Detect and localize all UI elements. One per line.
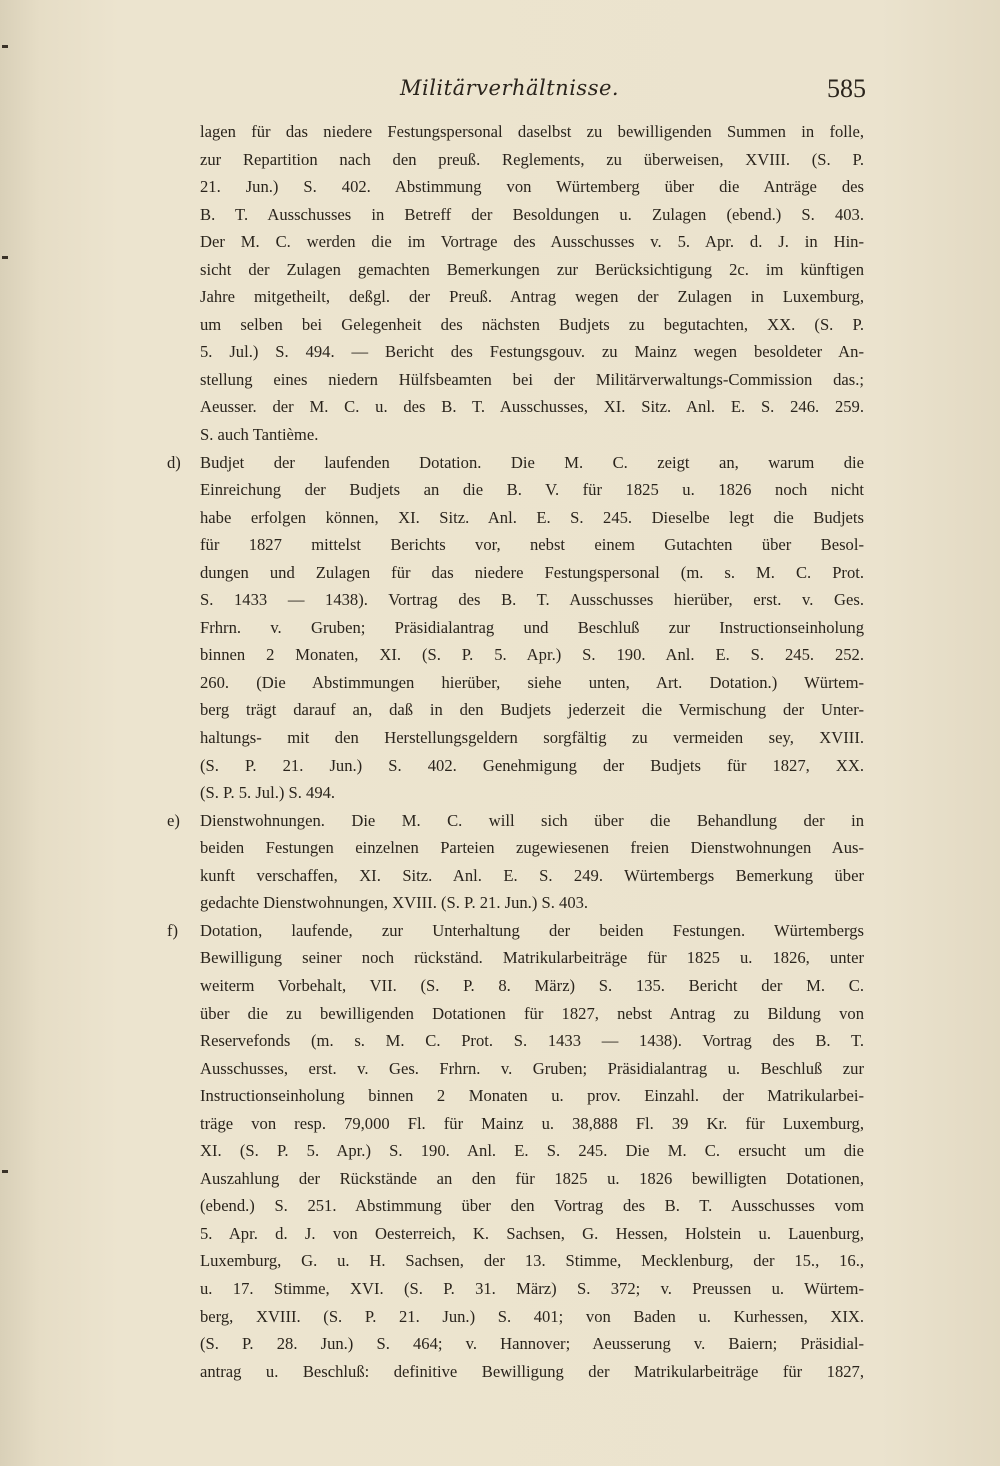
text-line — [200, 586, 864, 614]
page-edge-mark — [2, 45, 8, 48]
line-text: Frhrn. v. Gruben; Präsidialantrag und Beschluß zur Instructionseinholung — [200, 617, 864, 637]
line-text: (ebend.) S. 251. Abstimmung über den Vortrag des B. T. Ausschusses vom — [200, 1196, 864, 1216]
text-line — [200, 614, 864, 642]
text-line — [200, 173, 864, 201]
line-text: S. 1433 — 1438). Vortrag des B. T. Ausschusses hierüber, erst. v. Ges. — [200, 590, 864, 610]
line-text: lagen für das niedere Festungspersonal daselbst zu bewilligenden Summen in folle, — [200, 122, 864, 141]
text-line — [167, 807, 864, 835]
text-line — [200, 283, 864, 311]
text-line — [167, 917, 864, 945]
line-text: zur Repartition nach den preuß. Reglements, zu überweisen, XVIII. (S. P. — [200, 149, 864, 169]
line-text: Aeusser. der M. C. u. des B. T. Ausschusses, XI. Sitz. Anl. E. S. 246. 259. — [200, 397, 864, 417]
line-text: u. 17. Stimme, XVI. (S. P. 31. März) S. 372; v. Preussen u. Würtem- — [200, 1278, 864, 1298]
line-text: beiden Festungen einzelnen Parteien zugewiesenen freien Dienstwohnungen Aus- — [200, 838, 864, 858]
line-text: berg, XVIII. (S. P. 21. Jun.) S. 401; von Baden u. Kurhessen, XIX. — [200, 1306, 864, 1326]
line-text: Dotation, laufende, zur Unterhaltung der beiden Festungen. Würtembergs — [200, 920, 864, 940]
text-line — [200, 889, 864, 917]
line-text: dungen und Zulagen für das niedere Festungspersonal (m. s. M. C. Prot. — [200, 562, 864, 582]
text-line — [200, 1137, 864, 1165]
line-text: Einreichung der Budjets an die B. V. für 1825 u. 1826 noch nicht — [200, 480, 864, 500]
text-line — [200, 146, 864, 174]
text-line — [200, 862, 864, 890]
line-text: berg trägt darauf an, daß in den Budjets jederzeit die Vermischung der Unter- — [200, 700, 864, 720]
text-line — [200, 201, 864, 229]
text-line — [200, 393, 864, 421]
text-line — [200, 366, 864, 394]
text-line — [200, 1110, 864, 1138]
line-text: träge von resp. 79,000 Fl. für Mainz u. 38,888 Fl. 39 Kr. für Luxemburg, — [200, 1113, 864, 1133]
text-line — [167, 449, 864, 477]
text-line — [200, 1055, 864, 1083]
line-text: habe erfolgen können, XI. Sitz. Anl. E. S. 245. Dieselbe legt die Budjets — [200, 507, 864, 527]
line-text: weiterm Vorbehalt, VII. (S. P. 8. März) S. 135. Bericht der M. C. — [200, 975, 864, 995]
text-line — [200, 752, 864, 780]
text-line — [200, 504, 864, 532]
text-line — [200, 311, 864, 339]
text-line — [200, 228, 864, 256]
text-line — [200, 1000, 864, 1028]
line-text: Luxemburg, G. u. H. Sachsen, der 13. Stimme, Mecklenburg, der 15., 16., — [200, 1251, 864, 1271]
text-line — [200, 641, 864, 669]
line-text: 260. (Die Abstimmungen hierüber, siehe unten, Art. Dotation.) Würtem- — [200, 672, 864, 692]
text-line — [200, 696, 864, 724]
line-text: Der M. C. werden die im Vortrage des Ausschusses v. 5. Apr. d. J. in Hin- — [200, 232, 864, 252]
line-text: kunft verschaffen, XI. Sitz. Anl. E. S. 249. Würtembergs Bemerkung über — [200, 865, 864, 885]
text-line — [200, 1275, 864, 1303]
text-line — [200, 944, 864, 972]
text-line — [200, 669, 864, 697]
line-text: S. auch Tantième. — [200, 425, 319, 445]
line-text: stellung eines niedern Hülfsbeamten bei der Militärverwaltungs-Commission das.; — [200, 369, 864, 389]
line-text: 21. Jun.) S. 402. Abstimmung von Würtemberg über die Anträge des — [200, 177, 864, 197]
line-text: B. T. Ausschusses in Betreff der Besoldungen u. Zulagen (ebend.) S. 403. — [200, 204, 864, 224]
text-line — [200, 476, 864, 504]
text-line — [200, 724, 864, 752]
text-line — [200, 531, 864, 559]
text-line — [200, 1192, 864, 1220]
line-text: Reservefonds (m. s. M. C. Prot. S. 1433 — 1438). Vortrag des B. T. — [200, 1031, 864, 1051]
line-text: XI. (S. P. 5. Apr.) S. 190. Anl. E. S. 245. Die M. C. ersucht um die — [200, 1141, 864, 1161]
line-text: (S. P. 5. Jul.) S. 494. — [200, 783, 336, 803]
line-text: (S. P. 21. Jun.) S. 402. Genehmigung der Budjets für 1827, XX. — [200, 755, 864, 775]
text-line — [200, 421, 864, 449]
line-text: (S. P. 28. Jun.) S. 464; v. Hannover; Aeusserung v. Baiern; Präsidial- — [200, 1334, 864, 1354]
line-text: antrag u. Beschluß: definitive Bewilligung der Matrikularbeiträge für 1827, — [200, 1361, 864, 1381]
line-text: um selben bei Gelegenheit des nächsten Budjets zu begutachten, XX. (S. P. — [200, 314, 864, 334]
line-text: Ausschusses, erst. v. Ges. Frhrn. v. Gruben; Präsidialantrag u. Beschluß zur — [200, 1058, 864, 1078]
text-line — [200, 1358, 864, 1386]
text-line — [200, 1303, 864, 1331]
line-text: 5. Apr. d. J. von Oesterreich, K. Sachsen, G. Hessen, Holstein u. Lauenburg, — [200, 1223, 864, 1243]
line-text: über die zu bewilligenden Dotationen für 1827, nebst Antrag zu Bildung von — [200, 1003, 864, 1023]
page-header — [400, 74, 870, 108]
text-line — [200, 1165, 864, 1193]
line-text: Instructionseinholung binnen 2 Monaten u. prov. Einzahl. der Matrikularbei- — [200, 1086, 864, 1106]
entry-label: d) — [167, 452, 181, 472]
line-text: Dienstwohnungen. Die M. C. will sich über die Behandlung der in — [200, 810, 864, 830]
text-line — [200, 1247, 864, 1275]
text-line — [200, 559, 864, 587]
text-line — [200, 972, 864, 1000]
line-text: binnen 2 Monaten, XI. (S. P. 5. Apr.) S. 190. Anl. E. S. 245. 252. — [200, 645, 864, 665]
page-edge-mark — [2, 256, 8, 259]
line-text: sicht der Zulagen gemachten Bemerkungen zur Berücksichtigung 2c. im künftigen — [200, 259, 864, 279]
line-text: Jahre mitgetheilt, deßgl. der Preuß. Antrag wegen der Zulagen in Luxemburg, — [200, 287, 864, 307]
line-text: Bewilligung seiner noch rückständ. Matrikularbeiträge für 1825 u. 1826, unter — [200, 948, 864, 968]
text-line — [200, 834, 864, 862]
text-line — [200, 1220, 864, 1248]
index-text-body — [167, 118, 864, 1385]
line-text: gedachte Dienstwohnungen, XVIII. (S. P. 21. Jun.) S. 403. — [200, 893, 589, 913]
entry-label: e) — [167, 810, 180, 830]
text-line — [200, 1082, 864, 1110]
entry-label: f) — [167, 920, 179, 940]
line-text: 5. Jul.) S. 494. — Bericht des Festungsgouv. zu Mainz wegen besoldeter An- — [200, 342, 864, 362]
text-line — [200, 1027, 864, 1055]
line-text: Auszahlung der Rückstände an den für 1825 u. 1826 bewilligten Dotationen, — [200, 1168, 864, 1188]
page-number: 585 — [827, 74, 866, 103]
text-line — [200, 118, 864, 146]
page-edge-mark — [2, 1170, 8, 1173]
text-line — [200, 256, 864, 284]
line-text: für 1827 mittelst Berichts vor, nebst einem Gutachten über Besol- — [200, 535, 864, 555]
running-title: Militärverhältnisse. — [400, 76, 620, 100]
text-line — [200, 779, 864, 807]
line-text: haltungs- mit den Herstellungsgeldern sorgfältig zu vermeiden sey, XVIII. — [200, 728, 864, 748]
line-text: Budjet der laufenden Dotation. Die M. C. zeigt an, warum die — [200, 452, 864, 472]
text-line — [200, 338, 864, 366]
text-line — [200, 1330, 864, 1358]
